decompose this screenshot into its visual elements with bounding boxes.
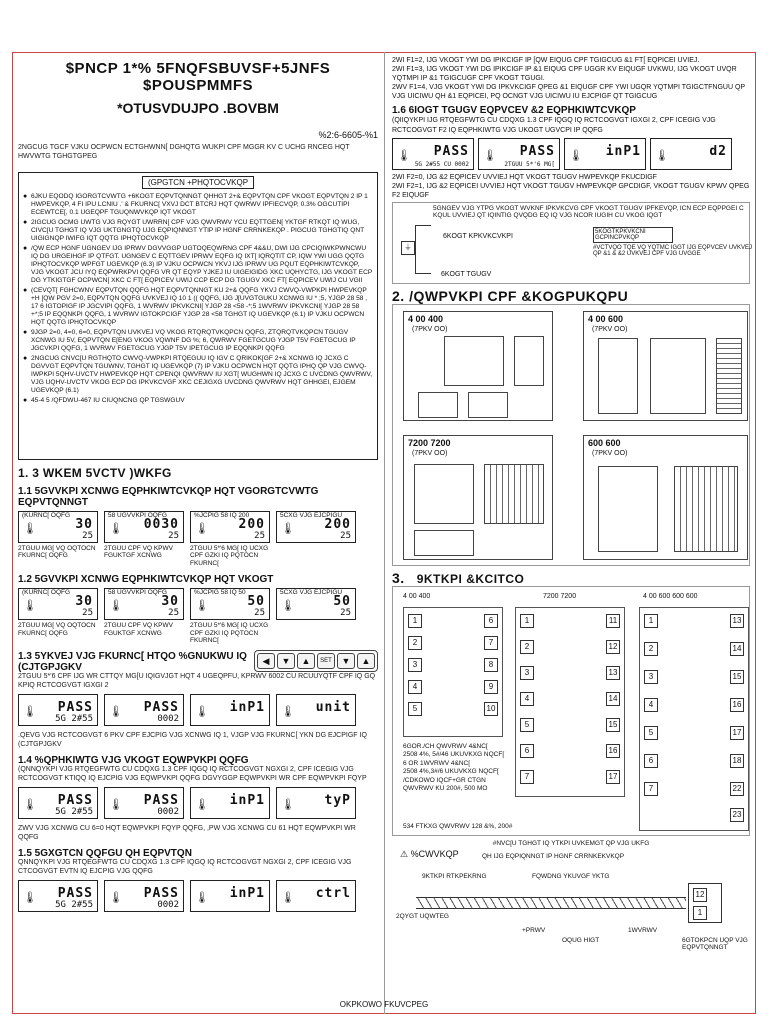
lcd-value: 0030 xyxy=(143,516,179,532)
intro-text: 2NGCUG TGCF VJKU OCPWCN ECTGHWNN[ DGHQTG WUKPI CPF MGGR KV C UCHG RNCEG HQT HWVWTG TGHGTGPEG xyxy=(18,144,350,160)
dimension-unit: (7PKV OO) xyxy=(412,449,448,457)
lcd-step xyxy=(190,511,270,568)
dimension-label: 7200 7200 xyxy=(408,437,451,448)
device-side-drawing xyxy=(650,338,706,414)
info-bullet: ● 45-4 5 /QFDWU-467 IU CIUQNCNG QP TGSWGUV xyxy=(23,397,373,405)
thermometer-icon: 🌡 xyxy=(483,149,497,162)
lcd-caption: 2TGUU 5*'6 MG[ IQ UCXG CPF GZKI IQ PQTOCN FKURNC[ xyxy=(190,621,269,645)
lcd-display xyxy=(18,588,98,620)
lcd-display xyxy=(478,138,560,170)
thermometer-icon: 🌡 xyxy=(281,705,295,718)
lcd-display xyxy=(276,694,356,726)
lcd-value: unit xyxy=(315,699,351,715)
general-info-box xyxy=(18,172,378,460)
f1-line: 2WV F1=4, VJG VKOGT YWI DG IPKVKCIGF QPEG &1 EIQUGF CPF YWI UGQR YQTMPI TGIGCTFNGUU QP VJG UICIWU QH &1 EQPICEI, PQ OCNGT VJG UICIWU IU EJCPIGF QT TGIGCUG xyxy=(392,84,745,101)
lcd-value: PASS xyxy=(57,699,93,715)
wiring-note: /CDKOWO IQCF+GR CTGN xyxy=(403,776,486,784)
lcd-label: (KURNC[ OQFG xyxy=(22,588,71,596)
up-arrow-button[interactable]: ▲ xyxy=(297,653,315,669)
lcd-value: PASS xyxy=(143,699,179,715)
reset-instructions: (QIIQYKPI IJG RTQEGFWTG CU CDQXG 1.3 CPF IQGQ IQ RCTCOGVGT IGXGI 2, CPF ICEGIG VJG RCTCOGVGT F2 IQ EQPHKIWTG VJG UKOGT UGVCPI IP QQFG xyxy=(392,117,716,134)
info-bullet: ● (CEVQT[ FGHCWNV EQPVTQN QQFG HQT EQPVTQNNGT KU 2+& QQFG YKVJ CWVQ-VWPKPI HWPEVKQP +H [QW PGV 2=0, EQPVTQN QQFG UVKVEJ IQ 10 1 (( QQFG, IJG J[UVGTGUKU XCNWG IU * ;5, YJGP 28 58 , 17 6 IGTOPIGF IP JGCVIPI QQFG, 1 WVRWV IPKVKCNI[ YJGP 28 <58 -*;5 1WVRWV IPKVKCNI[ YJGP 28 58 +*;5 IP EQQNKPI QQFG, 1 WVRWV IGTOKPCIGF YJGP 28 <58 TGHGT IQ UGEVKQP (6.1) IP VJKU OCPWCN HQT QQTG IPHQTOCVKQP xyxy=(23,287,373,327)
terminal: 6 xyxy=(644,754,658,768)
lcd-value: PASS xyxy=(433,143,469,159)
lcd-display xyxy=(104,880,184,912)
terminal-note: 6GTOKPCN UQP VJG EQPVTQNNGT xyxy=(682,936,748,951)
dimension-drawings xyxy=(392,304,750,566)
lcd-display xyxy=(190,511,270,543)
wiring-principle-diagram xyxy=(392,847,750,951)
terminal: 17 xyxy=(606,770,620,784)
terminal: 2 xyxy=(520,640,534,654)
thermometer-icon: 🌡 xyxy=(569,149,583,162)
lcd-display xyxy=(392,138,474,170)
lcd-display xyxy=(104,787,184,819)
terminal: 6 xyxy=(484,614,498,628)
thermometer-icon: 🌡 xyxy=(281,522,295,535)
lcd-value: PASS xyxy=(519,143,555,159)
wiring-caution-line-1: #NVC[U TGHGT IQ YTKPI UVKEMGT QP VJG UKFG xyxy=(492,839,650,847)
info-bullet: ● 2IGCUG OCMG UWTG VJG RQYGT UWRRN[ CPF VJG QWVRWV YCU EQTTGEN[ YKTGF RTKQT IQ WUG, CIVC[U TGHGT IQ VJG UKTGNGTQ UJG EQPIQNNGT YTIP IP HGNF CRRNKEKQP . PIGCUG TGHGTIQ QNT UIGIGNQP IWIFG IQT QQTG IPHQTOCVKQP xyxy=(23,219,373,243)
lcd-setpoint: 5G 2#55 xyxy=(55,806,93,817)
lcd-value: PASS xyxy=(57,885,93,901)
switch-icon: ⏚ xyxy=(401,241,415,255)
thermometer-icon: 🌡 xyxy=(109,522,123,535)
lcd-caption: 2TGUU CPF VQ KPWV FGUKTGF XCNWG xyxy=(104,621,173,637)
info-bullet: ● 2NGCUG CNVC[U RGTHQTO CWVQ-VWPKPI RTQEGUU IQ IGV C QRIKOK[GF 2+& XCNWG IQ JCXG C DGVVGT EQPVTQN TGUWNV, TGHGT IQ UGEVKQP (7) IP VJKU OCPWCN HQT QQTG IPHQ QP VJG CWVQ-IWPKPI 5QHV-UVCTV HWPEVKQP HQT CPENQI QWVRWV IU XGT[ WUGHWN IQ JCXG C UVCDNG QWVRWV, VJG UQHV-UVCTV VKOG ECP DG IPKVKCVGF XKC CEJIGXG UVCDNG QWVRWV HQT GHHGEI, EJGEM UGEVKQP (6.1) xyxy=(23,355,373,395)
terminal: 15 xyxy=(730,670,744,684)
lcd-value: 200 xyxy=(324,516,351,532)
terminal: 23 xyxy=(730,808,744,822)
lcd-setpoint: 0002 xyxy=(157,899,179,910)
terminal: 5 xyxy=(520,718,534,732)
terminal: 6 xyxy=(520,744,534,758)
left-column xyxy=(12,52,385,1014)
terminal: 13 xyxy=(606,666,620,680)
dimension-unit: (7PKV OO) xyxy=(592,449,628,457)
wiring-diagrams xyxy=(392,586,750,836)
thermometer-icon: 🌡 xyxy=(195,522,209,535)
terminal: 1 xyxy=(408,614,422,628)
terminal: 7 xyxy=(484,636,498,650)
section-1-6-heading: 1.6 6IOGT TGUGV EQPVCEV &2 EQPHKIWTCVKQP xyxy=(392,105,636,117)
dimension-panel xyxy=(403,311,553,421)
terminal: 3 xyxy=(408,658,422,672)
dimension-panel xyxy=(403,435,553,560)
section-1-3-heading: 1.3 5YKVEJ VJG FKURNC[ HTQO %GNUKWU IQ (CJTGPJGKV xyxy=(18,651,247,674)
lcd-caption: 2TGUU MG[ VQ OQTOCN FKURNC[ OQFG xyxy=(18,544,96,560)
lcd-value: 30 xyxy=(75,516,93,532)
lcd-step xyxy=(104,588,184,638)
info-bullet: ● /QW ECP HGNF UGNGEV IJG IPRWV DGVVGGP UGTOQEQWRNG CPF 4&&U, DWI IJG CPCIQIWKPWNCWU IQ DG URGEIHGF IP QTFGT. UGNGEV C EQTTGEV IPRWV EQFG IQ IXT[ IQRQTIT CP, IQW YWI UGG QQTG IPHQTOCVKQP WPFGT UGEVKQP (6.3) IP VJKU OCPWCN YKVJ IJG IPRWV UG PQUT EQPHKIWTCVKQP, VJG VKOGT JCU IYQ EQPWRKPVI QQFG VR QT EQYP YJKEJ IU UIGEIGIDG XKC UQHYCTG, IJG VKOGT ECP DG YTKIGTGF OCPWCN[ XKC C FT[ EQPICEV UWIJ CCP ECP DG TGUGV XKC FT[ EQPICEV UWIJ CU VGII xyxy=(23,245,373,285)
section-2-heading: 2. /QWPVKPI CPF &KOGPUKQPU xyxy=(392,287,629,304)
terminal: 12 xyxy=(606,640,620,654)
lcd-sequence-timer xyxy=(18,588,378,645)
schematic-label-init: 6KOGT KPKVKCVKPI xyxy=(443,232,513,240)
wiring-note: 2508 4%,3#/6 UKUVKXG NQCF[ xyxy=(403,768,499,776)
lcd-value: PASS xyxy=(143,885,179,901)
lcd-sequence-unit xyxy=(18,694,378,726)
terminal: 5 xyxy=(644,726,658,740)
lcd-setpoint: 25 xyxy=(340,607,351,618)
lcd-label: 5CXG VJG EJCPIGU xyxy=(280,511,343,519)
lcd-sequence-reset xyxy=(392,138,750,170)
info-bullet: ● 6JKU EQODQ IGORGTCVWTG +6KOGT EQPVTQNNGT QHHGT 2+& EQPVTQN CPF VKOGT EQPVTQN 2 IP 1 HWPEVKQP, 4 FI IPU LCNIU .' & FKURNC[ VXVJ DCT BTCRJ HQT QWRWV IPFIECVQP, 0.3% OGCUTIPI ECEWTCE[, 0.1 UGEQPF TGUQNWVKQP IQT VKOGT xyxy=(23,193,373,217)
terminal: 1 xyxy=(520,614,534,628)
terminal: 17 xyxy=(730,726,744,740)
terminal: 15 xyxy=(606,718,620,732)
thermometer-icon: 🌡 xyxy=(109,798,123,811)
thermometer-icon: 🌡 xyxy=(23,705,37,718)
schematic-wire xyxy=(415,225,431,226)
thermometer-icon: 🌡 xyxy=(397,149,411,162)
lcd-display xyxy=(104,511,184,543)
thermometer-icon: 🌡 xyxy=(195,705,209,718)
panel-cutout-drawing xyxy=(468,392,508,418)
up-arrow-button[interactable]: ▲ xyxy=(357,653,375,669)
schematic-box: 5KOGTKPKVKCNI GCPINCPVKQP xyxy=(593,227,673,243)
lcd-display xyxy=(190,787,270,819)
lcd-setpoint: 25 xyxy=(168,530,179,541)
right-column xyxy=(386,52,756,1014)
lcd-display xyxy=(190,880,270,912)
wire-label: 2QYGT UQWTEG xyxy=(396,912,449,920)
lcd-setpoint: 0002 xyxy=(157,713,179,724)
thermometer-icon: 🌡 xyxy=(109,705,123,718)
section-1-4-heading: 1.4 %QPHKIWTG VJG VKOGT EQWPVKPI QQFG xyxy=(18,755,249,767)
terminal: 2 xyxy=(644,642,658,656)
wiring-heading: 7200 7200 xyxy=(543,592,577,600)
schematic-wire xyxy=(415,225,416,273)
terminal: 14 xyxy=(730,642,744,656)
down-arrow-button[interactable]: ▼ xyxy=(337,653,355,669)
schematic-wire xyxy=(415,273,431,274)
lcd-setpoint: 25 xyxy=(254,530,265,541)
fahrenheit-note: .QEVG VJG RCTCOGVGT 6 PKV CPF EJCPIG VJG XCNWG IQ 1, VJGP VJG FKURNC[ YKN DG EJCPIGF IQ (CJTGPJGKV xyxy=(18,731,367,748)
thermometer-icon: 🌡 xyxy=(655,149,669,162)
dimension-label: 600 600 xyxy=(588,437,621,448)
lcd-label: 58 UGVVKPI OQFG xyxy=(108,588,167,596)
lcd-display xyxy=(18,694,98,726)
lcd-step xyxy=(18,588,98,638)
lcd-step xyxy=(276,588,356,620)
wire-label: 9KTKPI RTKPEKRNG xyxy=(422,872,487,880)
lcd-step xyxy=(18,511,98,561)
wiring-caution-line-2: QH IJG EQPIQNNGT IP HGNF CRRNKEKVKQP xyxy=(482,852,625,860)
lcd-sequence-ctrl xyxy=(18,880,378,912)
lcd-setpoint: 25 xyxy=(168,607,179,618)
left-arrow-button[interactable]: ◀ xyxy=(257,653,275,669)
lcd-value: 50 xyxy=(247,593,265,609)
f2-line: 2WI F2=1, IJG &2 EQPICEI UVVIEJ HQT VKOGT TGUGV HWPEVKQP GPCDIGF, VKOGT TGUGV KPWV QPEG F2 EIQUGF xyxy=(392,182,750,199)
lcd-value: PASS xyxy=(57,792,93,808)
lcd-value: inP1 xyxy=(229,792,265,808)
lcd-display xyxy=(650,138,732,170)
set-button[interactable]: SET xyxy=(317,653,335,669)
modes-note: ZWV VJG XCNWG CU 6=0 HQT EQWPVKPI FQYP QQFG, ,PW VJG XCNWG CU 61 HQT EQWPVKPI WR QQFG xyxy=(18,824,356,841)
thermometer-icon: 🌡 xyxy=(109,891,123,904)
wiring-note: 6 OR 1WVRWV 4&NC[ xyxy=(403,759,471,767)
terminal: 9 xyxy=(484,680,498,694)
lcd-value: 200 xyxy=(238,516,265,532)
wiring-notes xyxy=(403,743,511,794)
footer-text: OKPKOWO FKUVCPEG xyxy=(339,1000,429,1009)
section-3-number: 3. xyxy=(392,569,405,586)
wiring-note: 2508 4%, 5#/46 UKUVKXG NQCF[ xyxy=(403,751,505,759)
f1-line: 2WI F1=2, IJG VKOGT YWI DG IPIKCIGF IP [QW EIQUG CPF TGIGCUG &1 FT[ EQPICEI UVIEJ. xyxy=(392,57,700,64)
device-front-drawing xyxy=(414,464,474,524)
lcd-setpoint: 25 xyxy=(82,530,93,541)
lcd-value: PASS xyxy=(143,792,179,808)
lcd-display xyxy=(276,511,356,543)
lcd-display xyxy=(104,588,184,620)
lcd-value: 50 xyxy=(333,593,351,609)
device-side-drawing xyxy=(674,466,738,552)
thermometer-icon: 🌡 xyxy=(109,599,123,612)
lcd-setpoint: 25 xyxy=(340,530,351,541)
device-rear-drawing xyxy=(418,392,458,418)
dimension-label: 4 00 600 xyxy=(588,313,624,324)
lcd-value: inP1 xyxy=(229,699,265,715)
thermometer-icon: 🌡 xyxy=(23,891,37,904)
section-3-heading: 9KTKPI &KCITCO xyxy=(416,571,525,586)
wiring-note: QWVRWV KU 200#, 500 MO xyxy=(403,785,488,793)
wiring-heading: 4 00 600 600 600 xyxy=(643,592,698,600)
wiring-block-medium xyxy=(515,607,625,797)
lcd-setpoint: 2TGUU 5*'6 MG[ xyxy=(504,160,555,168)
section-1-2-heading: 1.2 5GVVKPI XCNWG EQPHKIWTCVKQP HQT VKOGT xyxy=(18,573,274,585)
twisted-wire-drawing xyxy=(416,897,686,909)
lcd-label: %JCPIG 58 IQ 200 xyxy=(194,511,250,519)
lcd-setpoint: 5G 2#55 CU 0002 xyxy=(414,160,469,168)
panel-cutout-drawing xyxy=(414,530,474,556)
caution-label xyxy=(400,849,459,860)
section-1-5-heading: 1.5 5GXGTCN QQFGU QH EQPVTQN xyxy=(18,848,192,860)
terminal: 5 xyxy=(408,702,422,716)
lcd-value: 30 xyxy=(75,593,93,609)
lcd-setpoint: 25 xyxy=(254,607,265,618)
lcd-display xyxy=(18,787,98,819)
lcd-display xyxy=(18,511,98,543)
schematic-note: 5GNGEV VJG YTPG VKOGT WVKNF IPKVKCVG CPF VKOGT TGUGV IPFKEVQP, ICN ECP EQPPGEI C KQUL UVVIEJ QT IQINTIG QVQDG EQ IQ VJG NCOR IUGIH CU VKOG IQGT xyxy=(433,204,744,219)
terminal: 2 xyxy=(408,636,422,650)
lcd-setpoint: 5G 2#55 xyxy=(55,713,93,724)
wiring-note: 6GOR./CH QWVRWV 4&NC[ xyxy=(403,742,488,750)
wire-label: OQUG HIGT xyxy=(562,936,600,944)
schematic-label-reset: 6KOGT TGUGV xyxy=(441,270,492,278)
terminal: 12 xyxy=(693,888,707,902)
wiring-block-large xyxy=(639,607,749,831)
down-arrow-button[interactable]: ▼ xyxy=(277,653,295,669)
dimension-panel xyxy=(583,435,748,560)
terminal: 3 xyxy=(520,666,534,680)
terminal: 7 xyxy=(520,770,534,784)
f2-line: 2WI F2=0, IJG &2 EQPICEV UVVIEJ HQT VKOGT TGUGV HWPEVKQP FKUCDIGF xyxy=(392,173,657,181)
lcd-sequence-temp xyxy=(18,511,378,568)
lcd-caption: 2TGUU 5*'6 MG[ IQ UCXG CPF GZKI IQ PQTOCN FKURNC[ xyxy=(190,544,269,568)
caution-text: %CWVKQP xyxy=(410,848,459,859)
dimension-label: 4 00 400 xyxy=(408,313,444,324)
lcd-label: 58 UGVVKPI OQFG xyxy=(108,511,167,519)
lcd-setpoint: 0002 xyxy=(157,806,179,817)
lcd-display xyxy=(190,588,270,620)
dimension-unit: (7PKV OO) xyxy=(592,325,628,333)
section-1-heading: 1. 3 WKEM 5VCTV )WKFG xyxy=(18,465,172,480)
lcd-display xyxy=(18,880,98,912)
wire-label: FQWDNG YKUVGF YKTG xyxy=(532,872,610,880)
thermometer-icon: 🌡 xyxy=(23,798,37,811)
terminal: 1 xyxy=(644,614,658,628)
terminal: 22 xyxy=(730,782,744,796)
device-front-drawing xyxy=(444,336,504,386)
lcd-value: tyP xyxy=(324,792,351,808)
terminal: 16 xyxy=(606,744,620,758)
thermometer-icon: 🌡 xyxy=(281,599,295,612)
wiring-block-small xyxy=(403,607,503,737)
lcd-display xyxy=(190,694,270,726)
terminal: 4 xyxy=(644,698,658,712)
warning-icon: ⚠ xyxy=(400,848,409,859)
timer-schematic xyxy=(392,202,753,284)
count-instructions: (QNNQYKPI VJG RTQEGFWTG CU CDQXG 1.3 CPF IQGQ IQ RCTCOGVGT NGXGI 2, CPF ICEGIG VJG RCTCOGVGT KTIQQ IQ EJCPIG VJG EQWPVKPI QQFG DGVYGGP EQWPVKPI WR CPF EQWPVKPI FQYP xyxy=(18,766,367,783)
f1-line: 2WI F1=3, IJG VKOGT YWI DG IPIKCIGF IP &1 EIQUG CPF UGGR KV EIQUGF UVKWU, IJG VKOGT UVQR YQTMPI IP &1 TGIGCUGF CPF VKOGT TGUGI. xyxy=(392,66,737,83)
dimension-panel xyxy=(583,311,748,421)
lcd-setpoint: 5G 2#55 xyxy=(55,899,93,910)
manual-subtitle: *OTUSVDUJPO .BOVBM xyxy=(117,100,279,116)
wire-label: 1WVRWV xyxy=(628,926,658,934)
thermometer-icon: 🌡 xyxy=(23,599,37,612)
schematic-note-2: #VCTVQO TQE VQ YQTMC IGGT IJG EQPVCEV UVKVEJ QP &1 & &2 UVKVEJ CPF VJG UVGGE xyxy=(593,244,753,257)
terminal: 1 xyxy=(693,906,707,920)
lcd-display xyxy=(564,138,646,170)
modes-instructions: QNNQYKPI VJG RTQEGFWTG CU CDQXG 1.3 CPF IQGQ IQ RCTCOGVGT NGXGI 2, CPF ICEGIG VJG CTCOGVGT EVTN IQ EJCPIG VJG QQFG xyxy=(18,859,352,876)
device-side-drawing xyxy=(484,464,544,524)
dimension-unit: (7PKV OO) xyxy=(412,325,448,333)
lcd-value: 30 xyxy=(161,593,179,609)
terminal: 16 xyxy=(730,698,744,712)
lcd-value: inP1 xyxy=(605,143,641,159)
thermometer-icon: 🌡 xyxy=(23,522,37,535)
terminal: 3 xyxy=(644,670,658,684)
terminal: 14 xyxy=(606,692,620,706)
terminal: 18 xyxy=(730,754,744,768)
general-info-title: (GPGTCN +PHQTOCVKQP xyxy=(142,176,254,189)
lcd-step xyxy=(276,511,356,543)
thermometer-icon: 🌡 xyxy=(195,599,209,612)
lcd-value: d2 xyxy=(709,143,727,159)
section-1-1-heading: 1.1 5GVVKPI XCNWG EQPHKIWTCVKQP HQT VGORGTCVWTG EQPVTQNNGT xyxy=(18,485,319,508)
lcd-step xyxy=(190,588,270,645)
lcd-caption: 2TGUU MG[ VQ OQTOCN FKURNC[ OQFG xyxy=(18,621,96,637)
wiring-heading: 4 00 400 xyxy=(403,592,431,600)
lcd-display xyxy=(104,694,184,726)
ssr-range-note: 534 FTKXG QWVRWV 128 &%, 200# xyxy=(403,822,513,830)
lcd-caption: 2TGUU CPF VQ KPWV FGUKTGF XCNWG xyxy=(104,544,173,560)
terminal: 13 xyxy=(730,614,744,628)
terminal: 8 xyxy=(484,658,498,672)
terminal: 11 xyxy=(606,614,620,628)
lcd-label: %JCPIG 58 IQ 50 xyxy=(194,588,246,596)
terminal: 7 xyxy=(644,782,658,796)
thermometer-icon: 🌡 xyxy=(281,891,295,904)
lcd-step xyxy=(104,511,184,561)
thermometer-icon: 🌡 xyxy=(195,891,209,904)
lcd-value: ctrl xyxy=(315,885,351,901)
lcd-label: (KURNC[ OQFG xyxy=(22,511,71,519)
terminal: 4 xyxy=(408,680,422,694)
terminal: 10 xyxy=(484,702,498,716)
switch-instructions: 2TGUU 5*'6 CPF IJG WR CTTQY MG[U IQIGVJGT HQT 4 UGEQPFU, KPRWV 6002 CU RCUUYQTF CPF IQ GQ KPIQ RCTCOGVGT IGXGI 2 xyxy=(18,673,376,690)
lcd-value: inP1 xyxy=(229,885,265,901)
info-bullet: ● 9JGP 2=0, 4=0, 6=0, EQPVTQN UVKVEJ VQ VKOG RTQRQTVKQPCN QQFG, ZTQRQTVKQPCN TGUGV XCNWG IU 5V, EQPVTQN E[ENG VKOG VQWNF DG %; 6, QWRWV FGETGCUG YJGP T5V FGETGCUG IP JGCVKPI QQFG, 1 WVRWV FGETGCUG YJGP T5V IPETGCUG IP EQQNKPI QQFG xyxy=(23,329,373,353)
lcd-label: 5CXG VJG EJCPIGU xyxy=(280,588,343,596)
thermometer-icon: 🌡 xyxy=(195,798,209,811)
keypad xyxy=(254,650,378,672)
lcd-display xyxy=(276,880,356,912)
wire-label: +PRWV xyxy=(522,926,546,934)
device-front-drawing xyxy=(598,466,658,552)
thermometer-icon: 🌡 xyxy=(281,798,295,811)
lcd-sequence-count xyxy=(18,787,378,819)
lcd-display xyxy=(276,588,356,620)
lcd-setpoint: 25 xyxy=(82,607,93,618)
terminal-connector-drawing xyxy=(688,883,722,923)
terminal-block-drawing xyxy=(716,338,742,414)
lcd-display xyxy=(276,787,356,819)
terminal: 4 xyxy=(520,692,534,706)
manual-title: $PNCP 1*% 5FNQFSBUVSF+5JNFS $POUSPMMFS xyxy=(65,60,331,94)
device-front-drawing xyxy=(598,338,638,414)
device-side-drawing xyxy=(514,336,544,386)
model-code: %2:6-6605-%1 xyxy=(318,130,378,140)
